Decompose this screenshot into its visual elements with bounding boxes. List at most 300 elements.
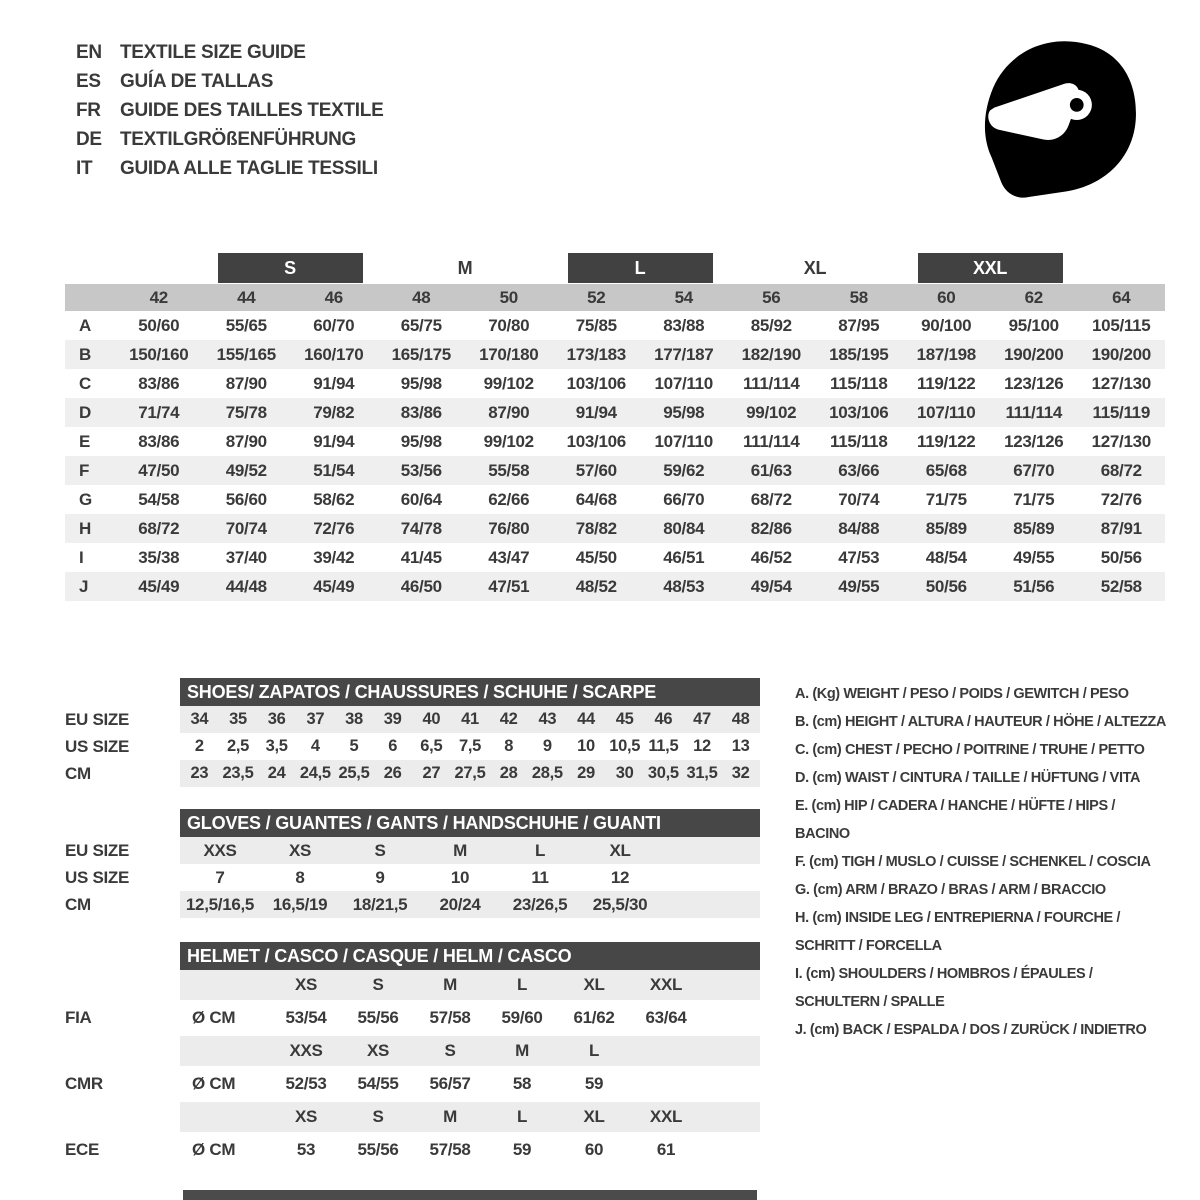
gloves-cell: 23/26,5	[512, 894, 568, 914]
language-row	[76, 125, 383, 154]
shoes-cell: 29	[577, 764, 595, 782]
language-title: TEXTILGRÖßENFÜHRUNG	[120, 129, 357, 150]
size-cell: 48/53	[663, 576, 705, 596]
size-cell: 91/94	[575, 402, 617, 422]
shoes-cell: 37	[306, 710, 325, 728]
shoes-cell: 26	[383, 764, 402, 782]
size-cell: 68/72	[750, 489, 792, 509]
gloves-cell: 25,5/30	[592, 894, 648, 914]
size-cell: 123/126	[1004, 431, 1064, 451]
helmet-value-cell: 55/56	[357, 1008, 399, 1027]
size-cell: 190/200	[1004, 344, 1064, 364]
size-cell: 45/49	[313, 576, 355, 596]
language-code: DE	[76, 129, 102, 150]
footer-bar	[183, 1190, 757, 1200]
gloves-cell: L	[534, 840, 546, 860]
size-group-header	[65, 252, 1165, 284]
language-title: GUIDE DES TAILLES TEXTILE	[120, 100, 384, 121]
size-group-label: XL	[803, 257, 827, 278]
size-cell: 127/130	[1091, 431, 1151, 451]
gloves-row-label: US SIZE	[65, 867, 130, 887]
size-number: 54	[674, 287, 693, 307]
size-cell: 85/89	[1013, 518, 1055, 538]
size-cell: 51/54	[313, 460, 355, 480]
language-row	[76, 96, 383, 125]
shoes-cell: 32	[731, 764, 750, 782]
size-cell: 111/114	[742, 431, 800, 451]
language-list	[76, 38, 383, 183]
size-cell: 87/90	[225, 373, 267, 393]
helmet-data-row	[65, 1000, 760, 1036]
language-code: IT	[76, 158, 93, 179]
language-row	[76, 67, 383, 96]
size-cell: 60/64	[400, 489, 442, 509]
shoes-cell: 23	[190, 764, 209, 782]
shoes-cell: 11,5	[648, 737, 679, 755]
legend-item: F. (cm) TIGH / MUSLO / CUISSE / SCHENKEL / COSCIA	[795, 854, 1151, 870]
row-letter: I	[79, 547, 84, 567]
size-cell: 75/78	[225, 402, 267, 422]
helmet-size-label: XS	[294, 975, 318, 994]
shoes-cell: 3,5	[265, 737, 288, 755]
racing-helmet-icon-svg	[975, 40, 1140, 200]
helmet-value-cell: 61/62	[573, 1008, 615, 1027]
size-cell: 51/56	[1013, 576, 1055, 596]
gloves-cell: 11	[531, 867, 549, 887]
helmet-unit-label: Ø CM	[192, 1008, 236, 1027]
shoes-cell: 47	[693, 710, 711, 728]
size-cell: 55/65	[225, 315, 267, 335]
size-cell: 49/52	[225, 460, 267, 480]
shoes-cell: 6,5	[420, 737, 443, 755]
helmet-size-label: L	[516, 975, 528, 994]
size-cell: 72/76	[1100, 489, 1142, 509]
size-cell: 56/60	[225, 489, 267, 509]
size-group-label: XXL	[918, 253, 1063, 283]
legend-item: J. (cm) BACK / ESPALDA / DOS / ZURÜCK / INDIETRO	[795, 1022, 1147, 1038]
size-cell: 65/75	[400, 315, 442, 335]
size-cell: 62/66	[488, 489, 530, 509]
shoes-cells	[180, 706, 760, 733]
shoes-cell: 10,5	[609, 737, 641, 755]
helmet-size-label: XL	[583, 1107, 605, 1126]
size-cell: 80/84	[663, 518, 705, 538]
helmet-data-cells	[180, 1066, 760, 1102]
size-cell: 68/72	[1100, 460, 1142, 480]
size-cell: 87/90	[225, 431, 267, 451]
size-cell: 37/40	[225, 547, 267, 567]
helmet-value-cell: 57/58	[429, 1140, 471, 1159]
helmet-standard-label: ECE	[65, 1140, 100, 1159]
language-code: EN	[76, 42, 102, 63]
size-cell: 71/74	[138, 402, 180, 422]
size-cell: 91/94	[313, 373, 355, 393]
helmet-size-label: S	[372, 975, 384, 994]
helmet-size-label: M	[515, 1041, 529, 1060]
shoes-cell: 34	[190, 710, 209, 728]
size-cell: 71/75	[925, 489, 967, 509]
size-cell: 55/58	[488, 460, 530, 480]
size-cell: 150/160	[129, 344, 189, 364]
shoes-cell: 27	[422, 764, 441, 782]
size-cell: 119/122	[917, 431, 976, 451]
gloves-cell: 16,5/19	[272, 894, 328, 914]
row-letter: F	[79, 460, 90, 480]
size-cell: 107/110	[917, 402, 976, 422]
helmet-size-label: XS	[366, 1041, 390, 1060]
gloves-header-row	[65, 809, 760, 837]
row-letter: E	[79, 431, 91, 451]
size-table-row	[65, 543, 1165, 572]
shoes-cell: 9	[542, 737, 552, 755]
size-cell: 66/70	[663, 489, 705, 509]
helmet-standard-label: CMR	[65, 1074, 103, 1093]
size-cell: 50/56	[925, 576, 967, 596]
helmet-value-cell: 57/58	[429, 1008, 471, 1027]
size-cell: 127/130	[1091, 373, 1151, 393]
language-code: FR	[76, 100, 101, 121]
row-letter: A	[79, 315, 91, 335]
size-cell: 91/94	[313, 431, 355, 451]
size-table-row	[65, 340, 1165, 369]
gloves-cell: 9	[375, 867, 385, 887]
shoes-cell: 24	[267, 764, 286, 782]
shoes-cell: 36	[267, 710, 286, 728]
size-cell: 107/110	[654, 373, 713, 393]
size-cell: 52/58	[1100, 576, 1142, 596]
shoes-row-label: US SIZE	[65, 736, 130, 756]
size-cell: 49/54	[750, 576, 792, 596]
shoes-cell: 12	[693, 737, 711, 755]
size-number: 48	[412, 287, 431, 307]
helmet-sizes-cells	[180, 1102, 760, 1132]
gloves-cell: 8	[295, 867, 305, 887]
shoes-cell: 30,5	[647, 764, 679, 782]
size-cell: 115/119	[1092, 402, 1150, 422]
gloves-row	[65, 864, 760, 891]
helmet-table	[65, 970, 760, 1168]
shoes-cell: 45	[615, 710, 634, 728]
helmet-value-cell: 58	[512, 1074, 532, 1093]
gloves-title-bar: GLOVES / GUANTES / GANTS / HANDSCHUHE / GUANTI	[180, 809, 760, 837]
size-cell: 85/89	[925, 518, 967, 538]
helmet-value-cell: 59	[584, 1074, 604, 1093]
size-cell: 47/50	[138, 460, 180, 480]
shoes-cell: 35	[229, 710, 247, 728]
helmet-size-label: XXS	[289, 1041, 323, 1060]
size-cell: 72/76	[313, 518, 355, 538]
size-cell: 41/45	[400, 547, 442, 567]
size-group-label: S	[218, 253, 363, 283]
gloves-cell: 12	[610, 867, 630, 887]
shoes-cell: 6	[388, 737, 398, 755]
legend-item: G. (cm) ARM / BRAZO / BRAS / ARM / BRACCIO	[795, 882, 1106, 898]
helmet-value-cell: 53	[296, 1140, 316, 1159]
measurement-legend	[795, 680, 1170, 1044]
helmet-sizes-row	[65, 1036, 760, 1066]
row-letter: G	[79, 489, 92, 509]
language-title: GUIDA ALLE TAGLIE TESSILI	[120, 158, 378, 179]
size-group-label: L	[568, 253, 713, 283]
row-letter: H	[79, 518, 91, 538]
size-cell: 46/52	[750, 547, 792, 567]
size-number: 60	[937, 287, 956, 307]
size-cell: 119/122	[917, 373, 976, 393]
helmet-size-label: L	[588, 1041, 600, 1060]
gloves-table	[65, 837, 760, 918]
shoes-cell: 31,5	[686, 764, 718, 782]
size-cell: 78/82	[575, 518, 617, 538]
helmet-value-cell: 59	[512, 1140, 532, 1159]
size-cell: 50/56	[1100, 547, 1142, 567]
helmet-size-label: XL	[583, 975, 605, 994]
shoes-row-label: CM	[65, 763, 91, 783]
racing-helmet-icon	[975, 40, 1140, 200]
size-cell: 48/54	[925, 547, 967, 567]
helmet-value-cell: 61	[656, 1140, 676, 1159]
size-cell: 57/60	[575, 460, 617, 480]
size-table-row	[65, 514, 1165, 543]
helmet-data-row	[65, 1066, 760, 1102]
size-cell: 45/49	[138, 576, 180, 596]
helmet-size-label: S	[372, 1107, 384, 1126]
size-cell: 59/62	[663, 460, 705, 480]
size-cell: 111/114	[742, 373, 800, 393]
gloves-cell: 7	[215, 867, 225, 887]
gloves-cell: 12,5/16,5	[185, 894, 255, 914]
legend-item: C. (cm) CHEST / PECHO / POITRINE / TRUHE / PETTO	[795, 742, 1145, 758]
gloves-row-label: EU SIZE	[65, 840, 130, 860]
legend-item: I. (cm) SHOULDERS / HOMBROS / ÉPAULES / SCHULTERN / SPALLE	[795, 966, 1093, 1010]
size-cell: 190/200	[1091, 344, 1151, 364]
row-letter: J	[79, 576, 89, 596]
size-cell: 46/50	[400, 576, 442, 596]
shoes-cell: 42	[499, 710, 518, 728]
size-cell: 85/92	[750, 315, 792, 335]
size-cell: 87/90	[488, 402, 530, 422]
shoes-cell: 30	[615, 764, 634, 782]
shoes-cell: 38	[345, 710, 363, 728]
size-cell: 68/72	[138, 518, 180, 538]
helmet-header-row	[65, 942, 760, 970]
helmet-size-label: XXL	[649, 1107, 683, 1126]
helmet-sizes-cells	[180, 1036, 760, 1066]
shoes-cell: 28,5	[531, 764, 563, 782]
size-cell: 64/68	[575, 489, 617, 509]
size-cell: 111/114	[1005, 402, 1063, 422]
size-cell: 70/80	[488, 315, 530, 335]
size-cell: 87/91	[1100, 518, 1142, 538]
gloves-row	[65, 837, 760, 864]
size-cell: 35/38	[138, 547, 180, 567]
size-cell: 95/98	[663, 402, 705, 422]
helmet-value-cell: 54/55	[357, 1074, 399, 1093]
size-number: 52	[587, 287, 606, 307]
helmet-value-cell: 63/64	[645, 1008, 687, 1027]
row-letter: C	[79, 373, 91, 393]
helmet-data-row	[65, 1132, 760, 1168]
size-cell: 70/74	[225, 518, 267, 538]
size-cell: 83/86	[138, 373, 180, 393]
gloves-cell: XS	[288, 840, 312, 860]
shoes-cell: 43	[538, 710, 557, 728]
helmet-data-cells	[180, 1000, 760, 1036]
shoes-cell: 4	[310, 737, 320, 755]
size-number: 44	[237, 287, 256, 307]
size-cell: 74/78	[400, 518, 442, 538]
size-cell: 103/106	[566, 431, 626, 451]
size-cell: 99/102	[746, 402, 797, 422]
size-cell: 155/165	[216, 344, 276, 364]
helmet-value-cell: 56/57	[429, 1074, 471, 1093]
size-cell: 47/51	[488, 576, 530, 596]
shoes-cell: 10	[577, 737, 595, 755]
helmet-sizes-cells	[180, 970, 760, 1000]
helmet-unit-label: Ø CM	[192, 1074, 236, 1093]
helmet-size-label: XXL	[649, 975, 683, 994]
shoes-cells	[180, 760, 760, 787]
size-cell: 48/52	[575, 576, 617, 596]
size-cell: 173/183	[566, 344, 626, 364]
shoes-cell: 5	[349, 737, 359, 755]
helmet-sizes-row	[65, 970, 760, 1000]
shoes-row-label: EU SIZE	[65, 709, 130, 729]
size-table-row	[65, 456, 1165, 485]
size-cell: 187/198	[916, 344, 976, 364]
gloves-cell: XXS	[203, 840, 237, 860]
legend-item: E. (cm) HIP / CADERA / HANCHE / HÜFTE / HIPS / BACINO	[795, 798, 1115, 842]
helmet-value-cell: 52/53	[285, 1074, 327, 1093]
shoes-cell: 2	[194, 737, 204, 755]
size-cell: 90/100	[921, 315, 972, 335]
size-cell: 107/110	[654, 431, 713, 451]
language-title: TEXTILE SIZE GUIDE	[120, 42, 306, 63]
shoes-cells	[180, 733, 760, 760]
size-cell: 70/74	[838, 489, 880, 509]
size-cell: 160/170	[304, 344, 364, 364]
shoes-cell: 41	[461, 710, 479, 728]
shoes-title-bar: SHOES/ ZAPATOS / CHAUSSURES / SCHUHE / SCARPE	[180, 678, 760, 706]
shoes-cell: 40	[422, 710, 441, 728]
size-cell: 50/60	[138, 315, 180, 335]
size-cell: 83/86	[400, 402, 442, 422]
helmet-data-cells	[180, 1132, 760, 1168]
helmet-sizes-row	[65, 1102, 760, 1132]
helmet-size-label: M	[443, 1107, 457, 1126]
size-table-row	[65, 485, 1165, 514]
gloves-cell: 20/24	[439, 894, 481, 914]
shoes-cell: 8	[504, 737, 514, 755]
gloves-cells	[180, 864, 760, 891]
size-cell: 99/102	[483, 431, 534, 451]
lower-tables	[65, 678, 760, 1168]
size-cell: 54/58	[138, 489, 180, 509]
shoes-cell: 46	[654, 710, 673, 728]
size-cell: 71/75	[1013, 489, 1055, 509]
size-cell: 61/63	[750, 460, 792, 480]
helmet-value-cell: 60	[584, 1140, 604, 1159]
shoes-cell: 28	[499, 764, 518, 782]
size-cell: 49/55	[838, 576, 880, 596]
size-number: 42	[149, 287, 168, 307]
language-row	[76, 38, 383, 67]
helmet-standard-label: FIA	[65, 1008, 92, 1027]
size-cell: 182/190	[741, 344, 801, 364]
size-number: 46	[324, 287, 343, 307]
size-number: 62	[1024, 287, 1043, 307]
shoes-cell: 13	[731, 737, 750, 755]
size-number-band	[65, 284, 1165, 311]
gloves-row-label: CM	[65, 894, 91, 914]
legend-item: A. (Kg) WEIGHT / PESO / POIDS / GEWITCH / PESO	[795, 686, 1129, 702]
gloves-cell: S	[374, 840, 386, 860]
gloves-cell: M	[453, 840, 467, 860]
shoes-cell: 27,5	[454, 764, 486, 782]
legend-item: H. (cm) INSIDE LEG / ENTREPIERNA / FOURCHE / SCHRITT / FORCELLA	[795, 910, 1121, 954]
size-cell: 53/56	[400, 460, 442, 480]
size-cell: 95/98	[400, 431, 442, 451]
language-row	[76, 154, 383, 183]
helmet-size-label: M	[443, 975, 457, 994]
helmet-unit-label: Ø CM	[192, 1140, 236, 1159]
size-cell: 79/82	[313, 402, 355, 422]
size-number: 50	[499, 287, 518, 307]
size-cell: 115/118	[830, 373, 888, 393]
size-cell: 103/106	[829, 402, 889, 422]
shoes-row	[65, 733, 760, 760]
gloves-cell: 18/21,5	[352, 894, 408, 914]
shoes-header-row	[65, 678, 760, 706]
size-cell: 63/66	[838, 460, 880, 480]
size-cell: 83/86	[138, 431, 180, 451]
size-cell: 123/126	[1004, 373, 1064, 393]
size-cell: 103/106	[566, 373, 626, 393]
gloves-cells	[180, 837, 760, 864]
size-cell: 49/55	[1013, 547, 1055, 567]
size-cell: 39/42	[313, 547, 355, 567]
shoes-cell: 44	[577, 710, 595, 728]
size-cell: 83/88	[663, 315, 705, 335]
size-cell: 185/195	[829, 344, 889, 364]
size-cell: 58/62	[313, 489, 355, 509]
size-cell: 75/85	[575, 315, 617, 335]
shoes-cell: 7,5	[458, 737, 482, 755]
size-cell: 44/48	[225, 576, 267, 596]
language-title: GUÍA DE TALLAS	[120, 71, 274, 92]
size-cell: 95/98	[400, 373, 442, 393]
size-cell: 170/180	[479, 344, 539, 364]
helmet-size-label: XS	[294, 1107, 318, 1126]
size-cell: 76/80	[488, 518, 530, 538]
size-number: 56	[762, 287, 781, 307]
helmet-size-label: S	[444, 1041, 456, 1060]
size-cell: 105/115	[1092, 315, 1151, 335]
size-number: 58	[849, 287, 868, 307]
shoes-cell: 24,5	[299, 764, 331, 782]
language-code: ES	[76, 71, 101, 92]
helmet-value-cell: 53/54	[285, 1008, 327, 1027]
shoes-row	[65, 706, 760, 733]
shoes-table	[65, 706, 760, 787]
gloves-cell: XL	[609, 840, 631, 860]
legend-item: B. (cm) HEIGHT / ALTURA / HAUTEUR / HÖHE / ALTEZZA	[795, 714, 1166, 730]
shoes-cell: 23,5	[222, 764, 254, 782]
size-group-label: M	[457, 257, 473, 278]
gloves-cells	[180, 891, 760, 918]
legend-item: D. (cm) WAIST / CINTURA / TAILLE / HÜFTUNG / VITA	[795, 770, 1141, 786]
size-cell: 87/95	[838, 315, 880, 335]
size-cell: 46/51	[663, 547, 705, 567]
